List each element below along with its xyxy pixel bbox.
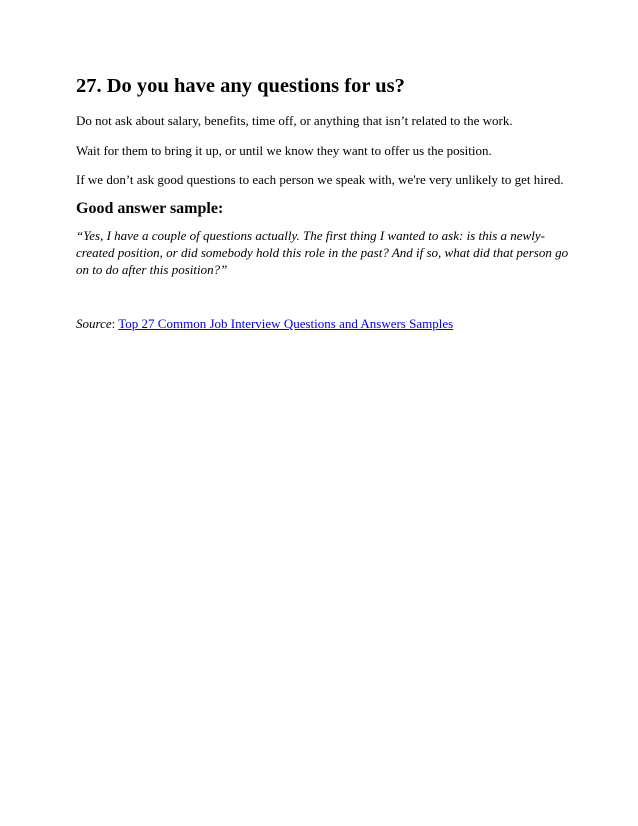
answer-sample-quote [76,227,569,278]
source-separator: : [111,316,119,331]
paragraph-wait: Wait for them to bring it up, or until we know they want to offer us the position. [76,143,492,158]
source-label: Source [76,316,112,331]
good-answer-heading: Good answer sample: [76,200,224,217]
question-heading: 27. Do you have any questions for us? [76,75,405,97]
quote-line: on to do after this position?” [76,262,228,277]
paragraph-dont-ask: Do not ask about salary, benefits, time off, or anything that isn’t related to the work. [76,113,513,128]
source-citation [76,315,453,332]
source-link[interactable]: Top 27 Common Job Interview Questions and Answers Samples [118,316,454,331]
quote-line: created position, or did somebody hold this role in the past? And if so, what did that person go [76,245,569,260]
paragraph-good-questions: If we don’t ask good questions to each person we speak with, we're very unlikely to get hired. [76,172,564,187]
quote-line: “Yes, I have a couple of questions actually. The first thing I wanted to ask: is this a newly- [76,228,545,243]
